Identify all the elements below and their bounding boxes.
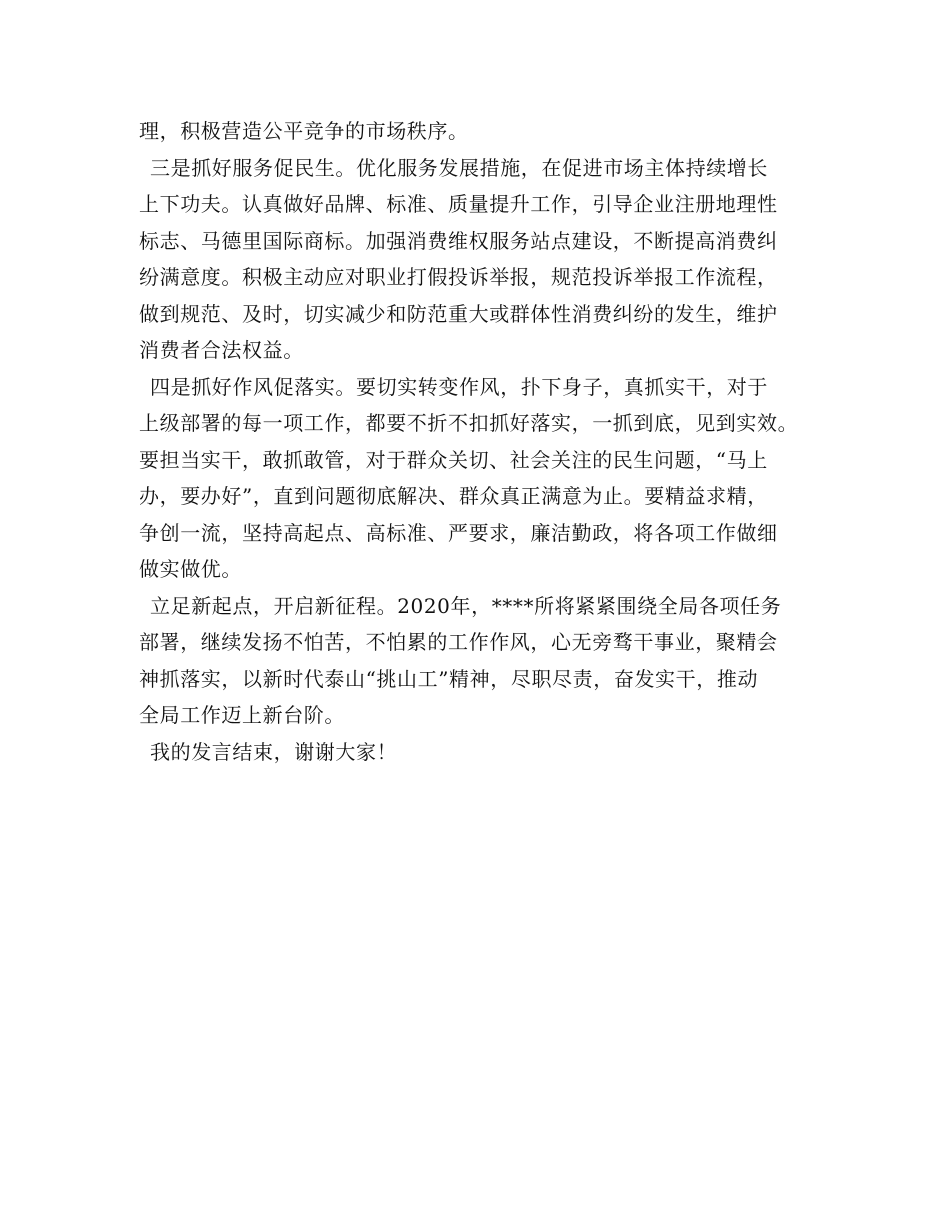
text-line: 争创一流，坚持高起点、高标准、严要求，廉洁勤政，将各项工作做细 [139, 520, 778, 545]
text-line: 做实做优。 [139, 557, 242, 581]
text-line: 消费者合法权益。 [139, 338, 304, 362]
text-line: 理，积极营造公平竞争的市场秩序。 [139, 119, 469, 143]
text-line: 纷满意度。积极主动应对职业打假投诉举报，规范投诉举报工作流程， [139, 265, 778, 289]
text-line: 做到规范、及时，切实减少和防范重大或群体性消费纠纷的发生，维护 [139, 301, 778, 326]
paragraph-start-line: 三是抓好服务促民生。优化服务发展措施，在促进市场主体持续增长 [150, 155, 768, 180]
paragraph-start-line: 立足新起点，开启新征程。2020年，****所将紧紧围绕全局各项任务 [150, 593, 782, 618]
text-line: 神抓落实，以新时代泰山“挑山工”精神，尽职尽责，奋发实干，推动 [139, 666, 759, 691]
text-line: 办，要办好”，直到问题彻底解决、群众真正满意为止。要精益求精， [139, 484, 768, 508]
text-line: 全局工作迈上新台阶。 [139, 703, 345, 727]
text-line: 标志、马德里国际商标。加强消费维权服务站点建设，不断提高消费纠 [139, 228, 778, 253]
paragraph-start-line: 四是抓好作风促落实。要切实转变作风，扑下身子，真抓实干，对于 [150, 374, 768, 399]
document-body [139, 113, 839, 770]
text-line: 上级部署的每一项工作，都要不折不扣抓好落实，一抓到底，见到实效。 [139, 411, 799, 435]
paragraph-start-line: 我的发言结束，谢谢大家！ [150, 739, 398, 764]
text-line: 部署，继续发扬不怕苦，不怕累的工作作风，心无旁骛干事业，聚精会 [139, 630, 778, 654]
text-line: 上下功夫。认真做好品牌、标准、质量提升工作，引导企业注册地理性 [139, 192, 778, 216]
text-line: 要担当实干，敢抓敢管，对于群众关切、社会关注的民生问题，“马上 [139, 447, 768, 472]
